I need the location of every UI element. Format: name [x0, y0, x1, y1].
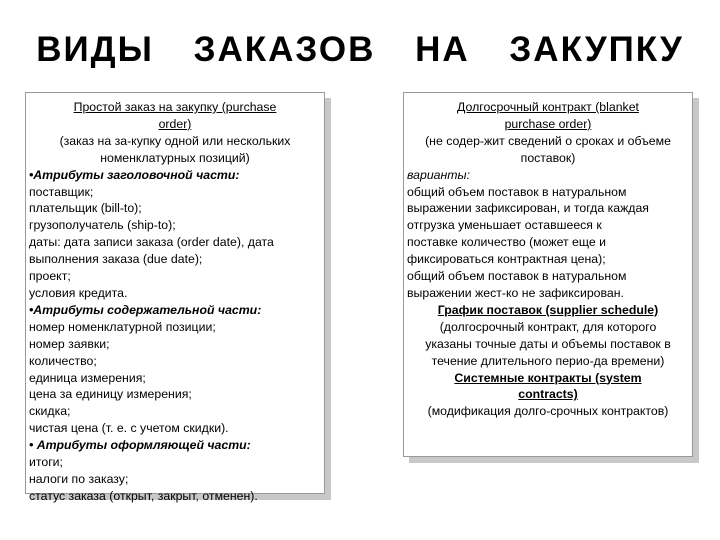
left-line-6: поставщик; [29, 184, 94, 199]
page-title: ВИДЫ ЗАКАЗОВ НА ЗАКУПКУ [36, 30, 684, 69]
left-line-17: единица измерения; [29, 370, 146, 385]
right-line-14: (долгосрочный контракт, для которого [439, 319, 657, 334]
right-line-3: (не содер-жит сведений о сроках и объеме [425, 133, 671, 148]
right-line-6: общий объем поставок в натуральном [407, 184, 627, 199]
left-line-10: выполнения заказа (due date); [29, 252, 203, 267]
left-line-8: грузополучатель (ship-to); [29, 218, 176, 233]
right-line-4: поставок) [520, 150, 576, 165]
left-line-14: номер номенклатурной позиции; [29, 319, 216, 334]
right-line-11: общий объем поставок в натуральном [407, 269, 627, 284]
left-line-15: номер заявки; [29, 336, 110, 351]
right-line-9: поставке количество (может еще и [407, 235, 606, 250]
right-line-18: contracts) [518, 387, 578, 402]
right-line-10: фиксироваться контрактная цена); [407, 252, 606, 267]
left-line-4: номенклатурных позиций) [100, 150, 250, 165]
left-line-9: даты: дата записи заказа (order date), дата [29, 235, 274, 250]
right-line-2: purchase order) [504, 116, 592, 131]
left-line-20: чистая цена (т. е. с учетом скидки). [29, 421, 229, 436]
left-line-2: order) [158, 116, 192, 131]
right-line-16: течение длительного перио-да времени) [431, 353, 665, 368]
left-line-7: плательщик (bill-to); [29, 201, 142, 216]
right-line-13: График поставок (supplier schedule) [437, 302, 659, 317]
left-line-16: количество; [29, 353, 97, 368]
left-line-21: • Атрибуты оформляющей части: [29, 438, 251, 453]
left-line-3: (заказ на за-купку одной или нескольких [59, 133, 291, 148]
left-line-22: итоги; [29, 455, 63, 470]
right-line-7: выражении зафиксирован, и тогда каждая [407, 201, 649, 216]
left-line-24: статус заказа (открыт, закрыт, отменен). [29, 488, 258, 503]
left-line-23: налоги по заказу; [29, 471, 129, 486]
left-line-19: скидка; [29, 404, 71, 419]
right-line-15: указаны точные даты и объемы поставок в [425, 336, 671, 351]
left-line-13: •Атрибуты содержательной части: [29, 302, 262, 317]
left-line-18: цена за единицу измерения; [29, 387, 192, 402]
right-line-17: Системные контракты (system [454, 370, 642, 385]
left-line-1: Простой заказ на закупку (purchase [73, 100, 277, 114]
blanket-purchase-order-box [403, 92, 693, 457]
left-line-5: •Атрибуты заголовочной части: [29, 167, 240, 182]
right-line-8: отгрузка уменьшает оставшееся к [407, 218, 602, 233]
right-line-12: выражении жест-ко не зафиксирован. [407, 285, 624, 300]
simple-purchase-order-box [25, 92, 325, 503]
left-line-12: условия кредита. [29, 285, 128, 300]
right-line-1: Долгосрочный контракт (blanket [457, 100, 639, 114]
right-line-19: (модификация долго-срочных контрактов) [427, 404, 669, 419]
right-line-5: варианты: [407, 167, 470, 182]
left-line-11: проект; [29, 269, 71, 284]
